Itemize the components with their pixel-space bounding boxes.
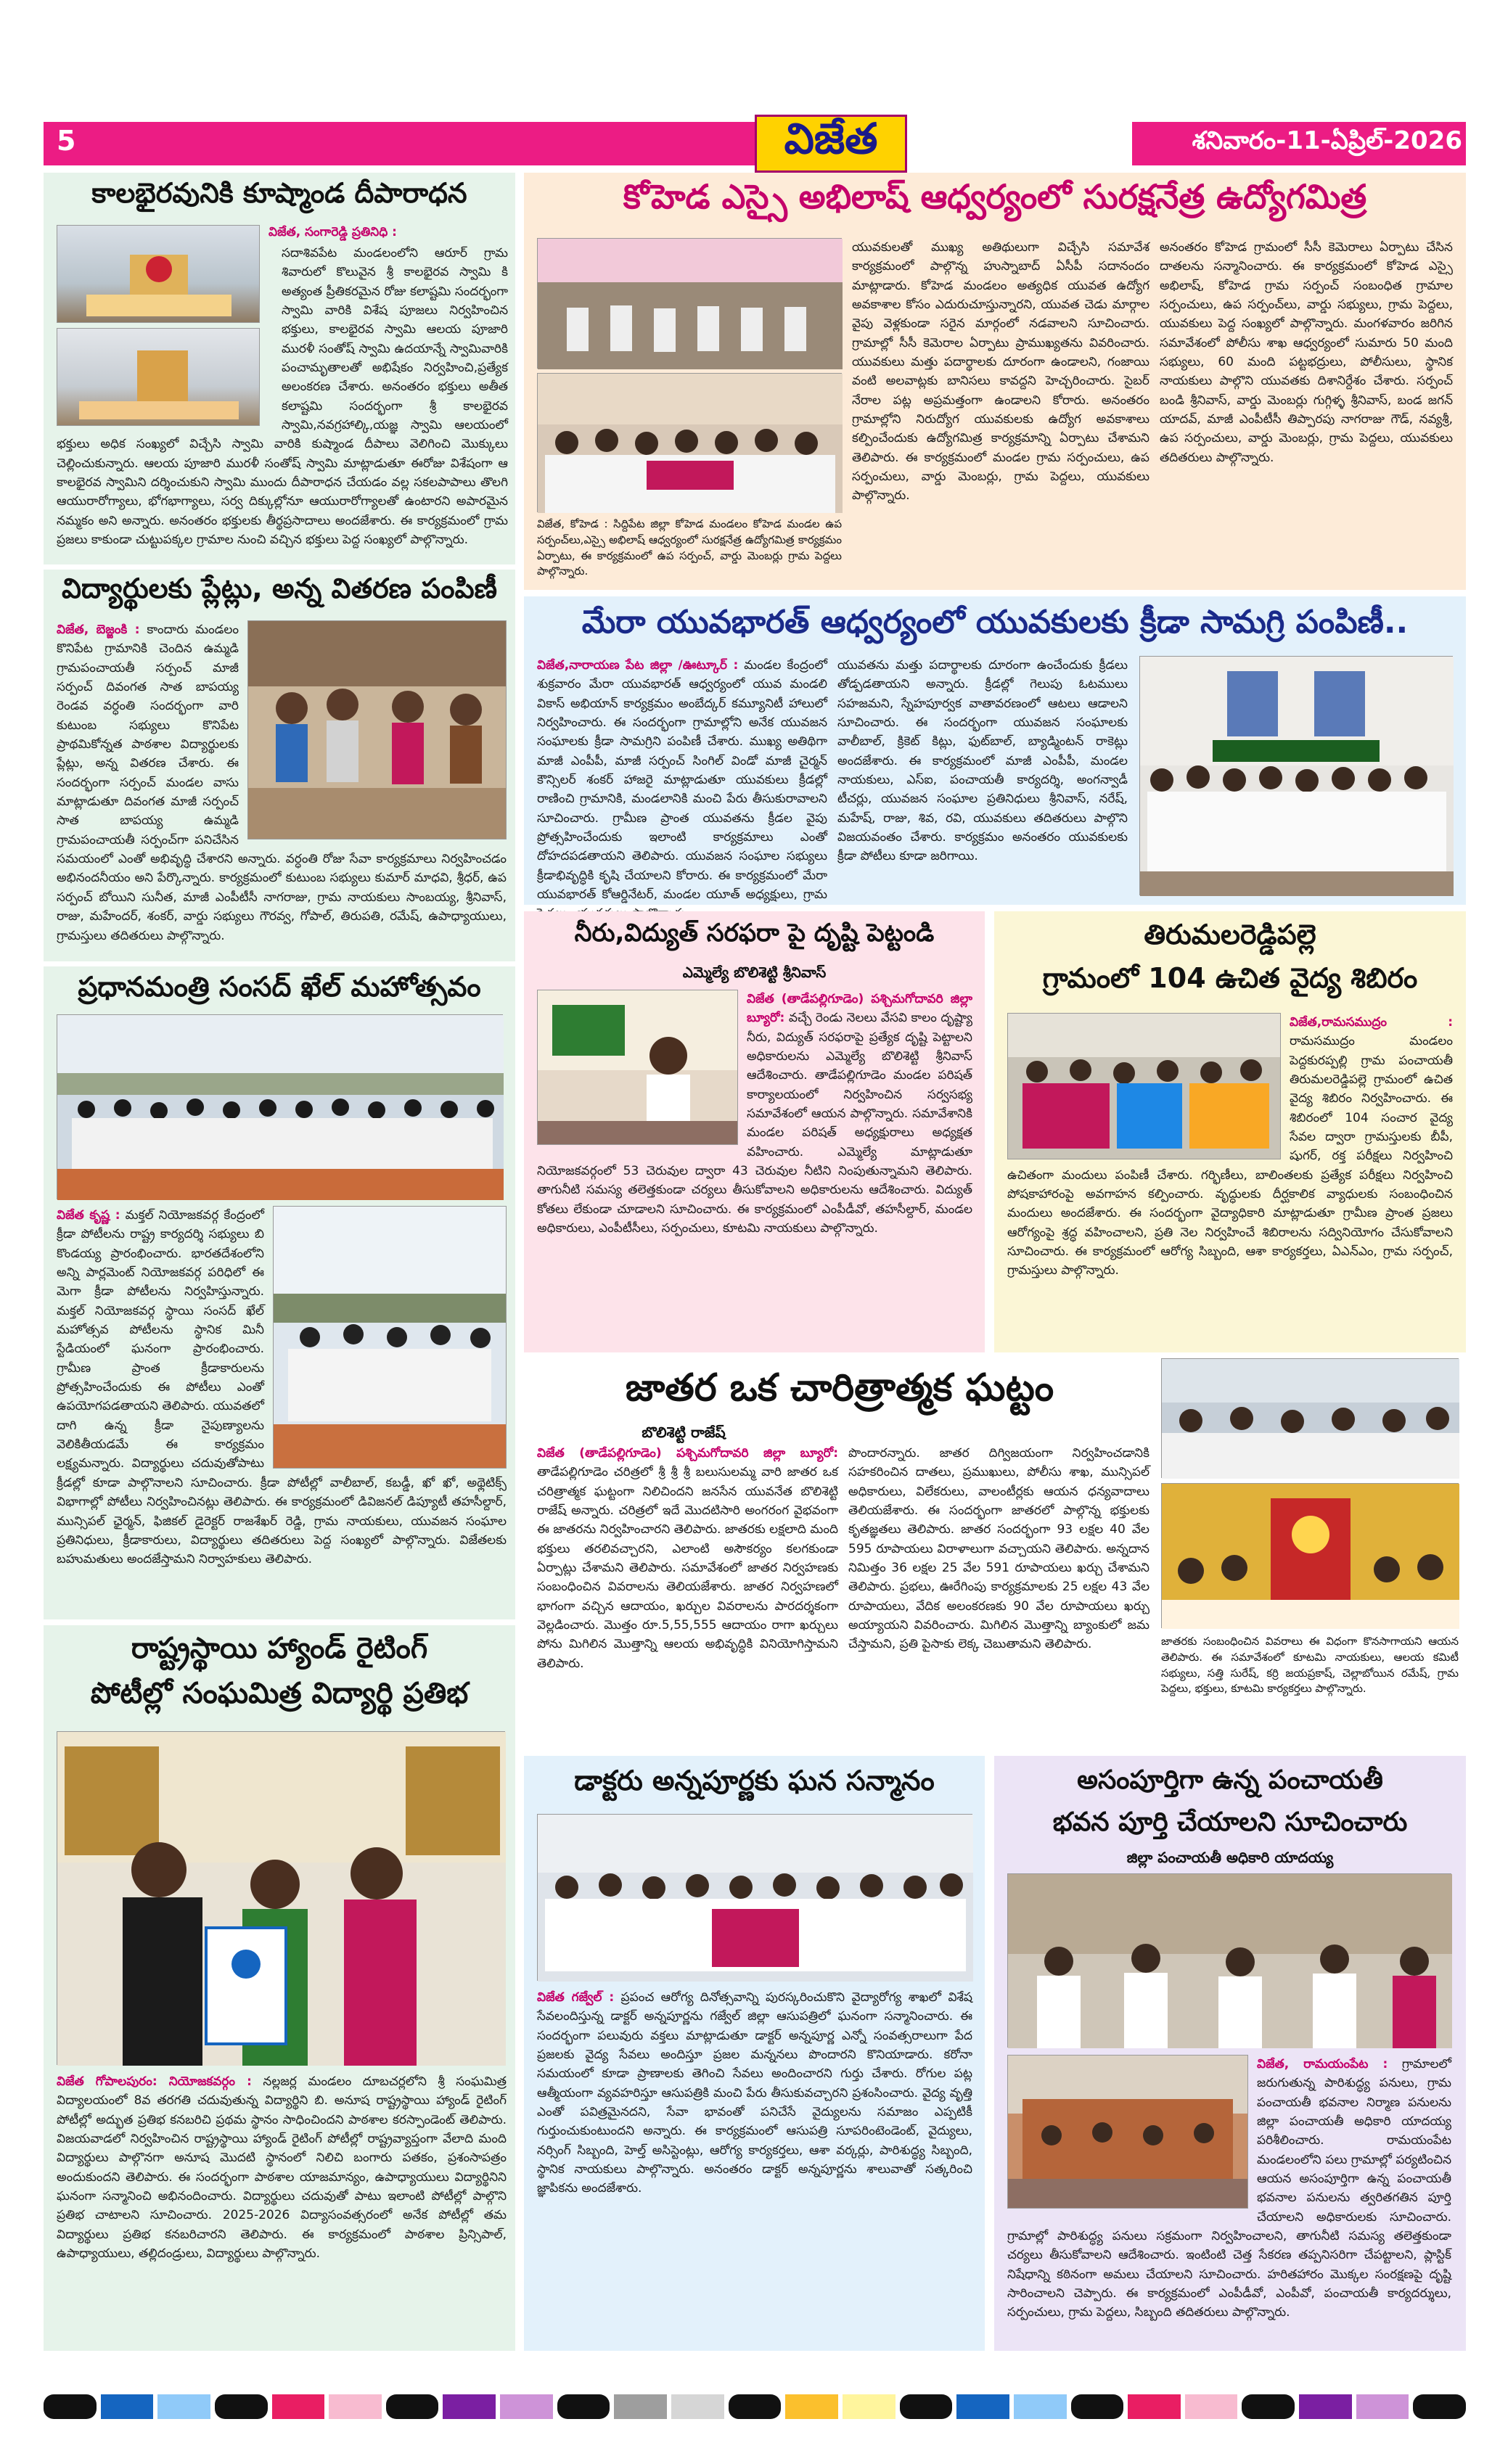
article-body-col1: యువకులతో ముఖ్య అతిథులుగా విచ్చేసి సమావేశ కార్యక్రమంలో పాల్గొన్న హుస్నాబాద్ ఏసీపీ సదానందం మాట్లాడారు. కోహెడ మండలం అత్యధిక యువత ఉద్యోగ అవకాశాల కోసం ఎదురుచూస్తున్నారని, యువత చెడు మార్గాల వైపు వెళ్లకుండా సరైన మార్గంలో నడవాలని సూచించారు. గ్రామాల్లో సీసీ కెమెరాల ఏర్పాటు ప్రాముఖ్యతను వివరించారు. యువకులు మత్తు పదార్థాలకు దూరంగా ఉండాలని, గంజాయి వంటి అలవాట్లకు బానిసలు కావద్దని హెచ్చరించారు. సైబర్ నేరాల పట్ల అప్రమత్తంగా ఉండాలని కోరారు. అనంతరం గ్రామాల్లోని నిరుద్యోగ యువకులకు ఉద్యోగ అవకాశాలు కల్పించేందుకు ఉద్యోగమిత్ర కార్యక్రమాన్ని ఏర్పాటు చేశామని తెలిపారు. ఈ కార్యక్రమంలో మండల గ్రామ సర్పంచులు, ఉప సర్పంచులు, వార్డు మెంబర్లు, గ్రామ పెద్దలు, యువకులు పాల్గొన్నారు. <box>852 240 1149 504</box>
article-dateline: విజేత, సంగారెడ్డి ప్రతినిధి : <box>269 225 397 239</box>
body-text: గ్రామాలలో జరుగుతున్న పారిశుద్ధ్య పనులు, గ్రామ పంచాయతీ భవనాల నిర్మాణ పనులను జిల్లా పంచాయతీ అధికారి యాదయ్య పరిశీలించారు. రామయంపేట మండలంలోని పలు గ్రామాల్లో పర్యటించిన ఆయన అసంపూర్తిగా ఉన్న పంచాయతీ భవనాల పనులను త్వరితగతిన పూర్తి చేయాలని అధికారులకు సూచించారు. గ్రామాల్లో పారిశుద్ధ్య పనులు సక్రమంగా నిర్వహించాలని, తాగునీటి సమస్య తలెత్తకుండా చర్యలు తీసుకోవాలని ఆదేశించారు. ఇంటింటి చెత్త సేకరణ తప్పనిసరిగా చేపట్టాలని, ప్లాస్టిక్ నిషేధాన్ని కఠినంగా అమలు చేయాలని సూచించారు. హరితహారం మొక్కల సంరక్షణపై దృష్టి సారించాలని చెప్పారు. ఈ కార్యక్రమంలో ఎంపీడీవో, ఎంపీవో, పంచాయతీ కార్యదర్శులు, సర్పంచులు, గ్రామ పెద్దలు, సిబ్బంది తదితరులు పాల్గొన్నారు. <box>1007 2057 1451 2320</box>
body-text: మక్తల్ నియోజకవర్గ కేంద్రంలో క్రీడా పోటీలను రాష్ట్ర కార్యదర్శి సభ్యులు బి కొండయ్య ప్రారంభించారు. భారతదేశంలోని అన్ని పార్లమెంట్ నియోజకవర్గ పరిధిలో ఈ మెగా క్రీడా పోటీలను నిర్వహిస్తున్నారు. మక్తల్ నియోజకవర్గ స్థాయి సంసద్ ఖేల్ మహోత్సవ పోటీలను స్థానిక మినీ స్టేడియంలో ఘనంగా ప్రారంభించారు. గ్రామీణ ప్రాంత క్రీడాకారులను ప్రోత్సహించేందుకు ఈ పోటీలు ఎంతో ఉపయోగపడతాయని తెలిపారు. యువతలో దాగి ఉన్న క్రీడా నైపుణ్యాలను వెలికితీయడమే ఈ కార్యక్రమం లక్ష్యమన్నారు. విద్యార్థులు చదువుతోపాటు క్రీడల్లో కూడా పాల్గొనాలని సూచించారు. క్రీడా పోటీల్లో వాలీబాల్, కబడ్డీ, ఖో ఖో, అథ్లెటిక్స్ విభాగాల్లో పోటీలు నిర్వహించినట్లు తెలిపారు. ఈ కార్యక్రమంలో డివిజనల్ డిప్యూటీ తహసీల్దార్, మున్సిపల్ ఛైర్మన్, ఫిజికల్ డైరెక్టర్ రాజశేఖర్ రెడ్డి, గ్రామ నాయకులు, యువజన సంఘాల ప్రతినిధులు, క్రీడాకారులు, విద్యార్థులు తదితరులు పెద్ద సంఖ్యలో పాల్గొన్నారు. విజేతలకు బహుమతులు అందజేస్తామని నిర్వాహకులు తెలిపారు. <box>57 1208 507 1567</box>
article-body-col1 <box>537 1444 838 1744</box>
yuvabharat-photo <box>1139 656 1453 895</box>
khel-photo-2 <box>273 1206 507 1469</box>
panchayat-photo-2 <box>1007 2055 1248 2209</box>
body-text: ప్రపంచ ఆరోగ్య దినోత్సవాన్ని పురస్కరించుకొని వైద్యారోగ్య శాఖలో విశేష సేవలందిస్తున్న డాక్టర్ అన్నపూర్ణను గజ్వేల్ జిల్లా ఆసుపత్రిలో ఘనంగా సన్మానించారు. ఈ సందర్భంగా పలువురు వక్తలు మాట్లాడుతూ డాక్టర్ అన్నపూర్ణ ఎన్నో సంవత్సరాలుగా పేద ప్రజలకు వైద్య సేవలు అందిస్తూ ప్రజల మన్ననలు పొందారని కొనియాడారు. కరోనా సమయంలో కూడా ప్రాణాలకు తెగించి సేవలు అందించారని గుర్తు చేశారు. రోగుల పట్ల ఆత్మీయంగా వ్యవహరిస్తూ ఆసుపత్రికి మంచి పేరు తీసుకువచ్చారని ప్రశంసించారు. వైద్య వృత్తి ఎంతో పవిత్రమైనదని, సేవా భావంతో పనిచేసే వైద్యులను సమాజం ఎప్పటికీ గుర్తుంచుకుంటుందని అన్నారు. ఈ కార్యక్రమంలో ఆసుపత్రి సూపరింటెండెంట్, వైద్యులు, నర్సింగ్ సిబ్బంది, హెల్త్ అసిస్టెంట్లు, ఆరోగ్య కార్యకర్తలు, ఆశా వర్కర్లు, పారిశుద్ధ్య సిబ్బంది, స్థానిక నాయకులు పాల్గొన్నారు. అనంతరం డాక్టర్ అన్నపూర్ణను శాలువాతో సత్కరించి జ్ఞాపికను అందజేశారు. <box>537 1990 972 2196</box>
jatara-photo-2 <box>1161 1483 1459 1628</box>
color-swatch <box>671 2394 724 2419</box>
article-dateline: విజేత, రామయంపేట : <box>1257 2057 1388 2071</box>
article-body-col2: యువతను మత్తు పదార్థాలకు దూరంగా ఉంచేందుకు క్రీడలు తోడ్పడతాయని అన్నారు. క్రీడల్లో గెలుపు ఓటములు సహజమని, స్నేహపూర్వక వాతావరణంలో ఆటలు ఆడాలని సూచించారు. ఈ సందర్భంగా యువజన సంఘాలకు వాలీబాల్, క్రికెట్ కిట్లు, ఫుట్‌బాల్, బ్యాడ్మింటన్ రాకెట్లు అందజేశారు. ఈ కార్యక్రమంలో మాజీ ఎంపీపీ, మండల నాయకులు, ఎస్‌ఐ, పంచాయతీ కార్యదర్శి, అంగన్వాడీ టీచర్లు, యువజన సంఘాల ప్రతినిధులు శ్రీనివాస్, నరేష్, మహేష్, రాజు, శివ, రవి, యువకులు తదితరులు పాల్గొని విజయవంతం చేశారు. కార్యక్రమం అనంతరం యువకులకు క్రీడా పోటీలు కూడా జరిగాయి. <box>837 658 1128 864</box>
article-dateline: విజేత గజ్వేల్ : <box>537 1990 615 2005</box>
medical-camp-photo <box>1007 1013 1281 1159</box>
article-handwriting <box>44 1625 515 2351</box>
color-swatch <box>1356 2394 1409 2419</box>
color-swatch <box>785 2394 838 2419</box>
body-text: సదాశివపేట మండలంలోని ఆరూర్ గ్రామ శివారులో కొలువైన శ్రీ కాలభైరవ స్వామి కి అత్యంత ప్రీతికరమైన రోజు కలాష్టమి సందర్భంగా స్వామి వారికి విశేష పూజలు నిర్వహించిన భక్తులు, కాలభైరవ స్వామి ఆలయ పూజారి మురళీ సంతోష్ స్వామి ఉదయాన్నే స్వామివారికి పంచామృతాలతో అభిషేకం నిర్వహించి,ప్రత్యేక అలంకరణ చేశారు. అనంతరం భక్తులు అతీత కలాష్టమి సందర్భంగా శ్రీ కాలభైరవ స్వామి,నవగ్రహాల్కి,యజ్ఞ స్వామి ఆలయంలో భక్తులు అధిక సంఖ్యలో విచ్చేసి స్వామి వారికి కుష్మాండ దీపాలు వెలిగించి మొక్కులు చెల్లించుకున్నారు. ఆలయ పూజారి మురళీ సంతోష్ స్వామి మాట్లాడుతూ ఈరోజు విశేషంగా ఆ కాలభైరవ స్వామిని దర్శించుకుని స్వామి ముందు దీపారాధన చేయడం వల్ల సకలపాపాలు తొలగి ఆయురారోగ్యాలు, భోగభాగ్యాలు, సర్వ దిక్కుల్లోనూ ఆయురారోగ్యాలతో ఉంటారని అపారమైన నమ్మకం అని అన్నారు. అనంతరం భక్తులకు తీర్థప్రసాదాలు అందజేశారు. ఈ కార్యక్రమంలో గ్రామ ప్రజలు కాకుండా చుట్టుపక్కల గ్రామాల నుంచి వచ్చిన భక్తులు పెద్ద సంఖ్యలో పాల్గొన్నారు. <box>57 246 508 548</box>
headline: కాలభైరవునికి కూష్మాండ దీపారాధన <box>91 177 467 209</box>
color-swatch <box>1071 2394 1124 2419</box>
color-swatch <box>1413 2394 1466 2419</box>
color-swatch <box>386 2394 439 2419</box>
article-dateline: విజేత, బెజ్జంకి : <box>57 623 140 637</box>
headline: విద్యార్థులకు ప్లేట్లు, అన్న వితరణ పంపిణీ <box>62 572 497 604</box>
article-plates <box>44 570 515 961</box>
body-text: మండల కేంద్రంలో శుక్రవారం మేరా యువభారత్ ఆధ్వర్యంలో యువ మండలి వికాస్ అభియాన్ కార్యక్రమం అంబేద్కర్ కమ్యూనిటీ హాలులో నిర్వహించారు. ఈ సందర్భంగా గ్రామాల్లోని అనేక యువజన సంఘాలకు క్రీడా సామగ్రిని పంపిణీ చేశారు. ముఖ్య అతిథిగా మాజీ ఎంపీపీ, మాజీ సర్పంచ్ సింగిల్ విండో మాజీ చైర్మన్ కౌన్సిలర్ శంకర్ హాజరై మాట్లాడుతూ యువకులు క్రీడల్లో రాణించి గ్రామానికి, మండలానికి మంచి పేరు తీసుకురావాలని సూచించారు. గ్రామీణ ప్రాంత యువతను క్రీడల వైపు ప్రోత్సహించేందుకు ఇలాంటి కార్యక్రమాలు ఎంతో దోహదపడతాయని తెలిపారు. యువజన సంఘాల సభ్యులు క్రీడాభివృద్ధికి కృషి చేయాలని కోరారు. ఈ కార్యక్రమంలో మేరా యువభారత్ కోఆర్డినేటర్, మండల యూత్ అధ్యక్షులు, గ్రామ <box>537 658 827 903</box>
color-swatch <box>329 2394 382 2419</box>
article-dateline: విజేత (తాడేపల్లిగూడెం) పశ్చిమగోదావరి జిల్లా బ్యూరో: <box>537 1446 838 1461</box>
article-kohada <box>524 173 1466 590</box>
body-text: తాడేపల్లిగూడెం చరిత్రలో శ్రీ శ్రీ శ్రీ బలుసులమ్మ వారి జాతర ఒక చరిత్రాత్మక ఘట్టంగా నిలిచిందని జనసేన యువనేత బొలిశెట్టి రాజేష్ అన్నారు. చరిత్రలో ఇదే మొదటిసారి అంగరంగ వైభవంగా ఈ జాతరను నిర్వహించారని తెలిపారు. జాతరకు లక్షలాది మంది భక్తులు తరలివచ్చారని, ఎలాంటి అసౌకర్యం కలగకుండా ఏర్పాట్లు చేశామని తెలిపారు. సమావేశంలో జాతర నిర్వహణకు సంబంధించిన వివరాలను తెలియజేశారు. జాతర నిర్వహణలో భాగంగా వచ్చిన ఆదాయం, ఖర్చుల వివరాలను పారదర్శకంగా వెల్లడించారు. మొత్తం రూ.5,55,555 ఆదాయం రాగా ఖర్చులు పోను మిగిలిన మొత్తాన్ని ఆలయ అభివృద్ధికి వినియోగిస్తామని తెలిపారు. <box>537 1465 838 1671</box>
article-body-col2: పొందారన్నారు. జాతర దిగ్విజయంగా నిర్వహించడానికి సహకరించిన దాతలు, ప్రముఖులు, పోలీసు శాఖ, మున్సిపల్ అధికారులు, విలేకరులు, వాలంటీర్లకు ఆయన ధన్యవాదాలు తెలియజేశారు. ఈ సందర్భంగా జాతరలో పాల్గొన్న భక్తులకు కృతజ్ఞతలు తెలిపారు. జాతర సందర్భంగా 93 లక్షల 40 వేల 595 రూపాయలు విరాళాలుగా వచ్చాయని తెలిపారు. అన్నదాన నిమిత్తం 36 లక్షల 25 వేల 591 రూపాయలు ఖర్చు చేశామని తెలిపారు. ప్రభలు, ఊరేగింపు కార్యక్రమాలకు 25 లక్షల 43 వేల రూపాయలు, వేదిక అలంకరణకు 90 వేల రూపాయలు ఖర్చు అయ్యాయని వివరించారు. మిగిలిన మొత్తాన్ని బ్యాంకులో జమ చేస్తామని, ప్రతి పైసాకు లెక్క చెబుతామని తెలిపారు. <box>848 1446 1149 1652</box>
article-kalabhairava <box>44 173 515 564</box>
page-number: 5 <box>57 125 76 157</box>
color-swatch <box>1299 2394 1352 2419</box>
headline-line-2: పోటీల్లో సంఘమిత్ర విద్యార్థి ప్రతిభ <box>90 1677 469 1710</box>
byline: ఎమ్మెల్యే బొలిశెట్టి శ్రీనివాస్ <box>682 964 827 981</box>
article-dateline: విజేత (తాడేపల్లిగూడెం) పశ్చిమగోదావరి జిల్లా బ్యూరో: <box>747 992 972 1026</box>
article-tirumala <box>994 911 1466 1352</box>
headline-line-1: తిరుమలరెడ్డిపల్లె <box>1144 919 1316 950</box>
kohada-photo-1 <box>537 238 842 369</box>
award-photo <box>57 1731 505 2065</box>
color-swatch <box>956 2394 1009 2419</box>
article-body <box>57 244 508 559</box>
article-body-col2: అనంతరం కోహెడ గ్రామంలో సీసీ కెమెరాలు ఏర్పాటు చేసిన దాతలను సన్మానించారు. ఈ కార్యక్రమంలో కోహెడ ఎస్సై అభిలాష్, కోహెడ గ్రామ సర్పంచ్ సంబంధిత గ్రామాల సర్పంచులు, ఉప సర్పంచ్‌లు, వార్డు సభ్యులు, గ్రామ పెద్దలు, యువకులు పెద్ద సంఖ్యలో పాల్గొన్నారు. మంగళవారం జరిగిన సమావేశంలో పోలీసు శాఖ ఆధ్వర్యంలో సుమారు 50 మంది సభ్యులు, 60 మంది పట్టభద్రులు, పోలీసులు, స్థానిక నాయకులు పాల్గొని యువతకు దిశానిర్దేశం చేశారు. సర్పంచ్ బండి శ్రీనివాస్, వార్డు మెంబర్లు గుగ్గిళ్ళ శ్రీనివాస్, బండ జగన్ యాదవ్, మాజీ ఎంపీటీసీ తిప్పారపు నాగరాజు గౌడ్, నవ్యశ్రీ, ఉప సర్పంచులు, వార్డు మెంబర్లు, గ్రామ పెద్దలు, యువకులు తదితరులు పాల్గొన్నారు. <box>1160 240 1453 465</box>
article-doctor <box>524 1756 985 2351</box>
color-swatch <box>101 2394 154 2419</box>
panchayat-photo-1 <box>1007 1873 1451 2048</box>
article-jatara <box>524 1358 1466 1750</box>
color-swatch <box>1128 2394 1181 2419</box>
headline: నీరు,విద్యుత్ సరఫరా పై దృష్టి పెట్టండి <box>574 919 935 948</box>
headline: డాక్టరు అన్నపూర్ణకు ఘన సన్మానం <box>574 1765 935 1796</box>
headline: మేరా యువభారత్ ఆధ్వర్యంలో యువకులకు క్రీడా సామగ్రి పంపిణీ.. <box>581 604 1409 641</box>
headline: జాతర ఒక చారిత్రాత్మక ఘట్టం <box>625 1366 1054 1410</box>
article-yuvabharat <box>524 596 1466 905</box>
color-swatch <box>900 2394 953 2419</box>
article-body-col1 <box>537 656 827 903</box>
color-swatch <box>215 2394 268 2419</box>
color-swatch <box>614 2394 667 2419</box>
body-text: కాందారు మండలం కొనిపేట గ్రామానికి చెందిన ఉమ్మడి గ్రామపంచాయతీ సర్పంచ్ మాజీ సర్పంచ్ దివంగత సాత బాపయ్య రెండవ వర్ధంతి సందర్భంగా వారి కుటుంబ సభ్యులు కొనిపేట ప్రాథమికోన్నత పాఠశాల విద్యార్థులకు ప్లేట్లు, అన్న వితరణ చేశారు. ఈ సందర్భంగా సర్పంచ్ మండల వాసు మాట్లాడుతూ దివంగత మాజీ సర్పంచ్ సాత బాపయ్య ఉమ్మడి గ్రామపంచాయతీ సర్పంచ్‌గా పనిచేసిన సమయంలో ఎంతో అభివృద్ధి చేశారని అన్నారు. వర్ధంతి రోజు సేవా కార్యక్రమాలు నిర్వహించడం అభినందనీయం అని పేర్కొన్నారు. కార్యక్రమంలో కుటుంబ సభ్యులు కుమార్ మాధవి, శ్రీధర్, ఉప సర్పంచ్ బోయిని సునీత, మాజీ ఎంపీటీసీ నాగరాజు, గ్రామ నాయకులు సాంబయ్య, శ్రీనివాస్, రాజు, మహేందర్, శంకర్, వార్డు సభ్యులు గౌరవ్వ, గోపాల్, తిరుపతి, రమేష్, ఉపాధ్యాయులు, గ్రామస్తులు తదితరులు పాల్గొన్నారు. <box>57 623 507 943</box>
body-text: వచ్చే రెండు నెలలు వేసవి కాలం దృష్ట్యా నీరు, విద్యుత్ సరఫరాపై ప్రత్యేక దృష్టి పెట్టాలని అధికారులను ఎమ్మెల్యే బొలిశెట్టి శ్రీనివాస్ ఆదేశించారు. తాడేపల్లిగూడెం మండల పరిషత్ కార్యాలయంలో నిర్వహించిన సర్వసభ్య సమావేశంలో ఆయన పాల్గొన్నారు. సమావేశానికి మండల పరిషత్ అధ్యక్షురాలు అధ్యక్షత వహించారు. ఎమ్మెల్యే మాట్లాడుతూ నియోజకవర్గంలో 53 చెరువుల ద్వారా 43 చెరువుల నీటిని నింపుతున్నామని తెలిపారు. తాగునీటి సమస్య తలెత్తకుండా చర్యలు తీసుకోవాలని అధికారులను ఆదేశించారు. విద్యుత్ కోతలు లేకుండా చూడాలని సూచించారు. ఈ కార్యక్రమంలో ఎంపీడీవో, తహసీల్దార్, మండల అధికారులు, ఎంపీటీసీలు, సర్పంచులు, కూటమి నాయకులు పాల్గొన్నారు. <box>537 1011 972 1236</box>
color-swatch <box>157 2394 210 2419</box>
body-text: నల్లజర్ల మండలం దూబచర్లలోని శ్రీ సంఘమిత్ర విద్యాలయంలో 8వ తరగతి చదువుతున్న విద్యార్థిని బి. అనూష రాష్ట్రస్థాయి హ్యాండ్ రైటింగ్ పోటీల్లో అద్భుత ప్రతిభ కనబరిచి ప్రథమ స్థానం సాధించిందని పాఠశాల కరస్పాండెంట్ తెలిపారు. విజయవాడలో నిర్వహించిన రాష్ట్రస్థాయి హ్యాండ్ రైటింగ్ పోటీల్లో రాష్ట్రవ్యాప్తంగా వేలాది మంది విద్యార్థులు పాల్గొనగా అనూష మొదటి స్థానంలో నిలిచి బంగారు పతకం, ప్రశంసాపత్రం అందుకుందని తెలిపారు. ఈ సందర్భంగా పాఠశాల యాజమాన్యం, ఉపాధ్యాయులు విద్యార్థినిని ఘనంగా సన్మానించి అభినందించారు. విద్యార్థులు చదువుతో పాటు ఇలాంటి పోటీల్లో పాల్గొని ప్రతిభ చాటాలని సూచించారు. 2025-2026 విద్యాసంవత్సరంలో అనేక పోటీల్లో తమ విద్యార్థులు ప్రతిభ కనబరిచారని తెలిపారు. ఈ కార్యక్రమంలో పాఠశాల ప్రిన్సిపాల్, ఉపాధ్యాయులు, తల్లిదండ్రులు, విద్యార్థులు పాల్గొన్నారు. <box>57 2074 507 2262</box>
article-body <box>537 1988 972 2345</box>
byline: బొలిశెట్టి రాజేష్ <box>642 1424 726 1441</box>
headline: కోహెడ ఎస్సై అభిలాష్ ఆధ్వర్యంలో సురక్షనేత్ర ఉద్యోగమిత్ర <box>623 177 1367 216</box>
masthead-bar-left <box>44 122 755 165</box>
article-body <box>57 1206 507 1612</box>
newspaper-logo: విజేత <box>755 115 907 173</box>
kohada-photo-2 <box>537 373 842 512</box>
article-dateline: విజేత,నారాయణ పేట జిల్లా /ఊట్కూర్ : <box>537 658 739 673</box>
headline-line-2: భవన పూర్తి చేయాలని సూచించారు <box>1052 1807 1408 1837</box>
jatara-photo-1 <box>1161 1358 1459 1478</box>
khel-photo <box>57 1014 503 1199</box>
color-swatch <box>500 2394 553 2419</box>
plates-photo <box>247 620 507 839</box>
color-swatch <box>1242 2394 1295 2419</box>
article-body <box>57 620 507 954</box>
color-registration-bar <box>44 2394 1466 2423</box>
color-swatch <box>557 2394 610 2419</box>
color-swatch <box>843 2394 896 2419</box>
article-body <box>537 990 972 1347</box>
body-text: రామసముద్రం మండలం పెద్దకురప్పల్లి గ్రామ పంచాయతీ తిరుమలరెడ్డిపల్లె గ్రామంలో ఉచిత వైద్య శిబిరం నిర్వహించారు. ఈ శిబిరంలో 104 సంచార వైద్య సేవల ద్వారా గ్రామస్తులకు బీపీ, షుగర్, రక్త పరీక్షలు నిర్వహించి ఉచితంగా మందులు పంపిణీ చేశారు. గర్భిణీలు, బాలింతలకు ప్రత్యేక పరీక్షలు నిర్వహించి పోషకాహారంపై అవగాహన కల్పించారు. వృద్ధులకు దీర్ఘకాలిక వ్యాధులకు సంబంధించిన మందులు అందజేశారు. ఈ సందర్భంగా వైద్యాధికారి మాట్లాడుతూ గ్రామీణ ప్రాంత ప్రజలు ఆరోగ్యంపై శ్రద్ధ వహించాలని, ప్రతి నెల నిర్వహించే శిబిరాలను సద్వినియోగం చేసుకోవాలని సూచించారు. ఈ కార్యక్రమంలో ఆరోగ్య సిబ్బంది, ఆశా కార్యకర్తలు, ఏఎన్ఎం, గ్రామ సర్పంచ్, గ్రామస్తులు పాల్గొన్నారు. <box>1007 1034 1453 1278</box>
article-water <box>524 911 985 1352</box>
color-swatch <box>729 2394 782 2419</box>
article-dateline: విజేత గోపాలపురం: నియోజకవర్గం : <box>57 2074 252 2089</box>
article-dateline: విజేత కృష్ణ : <box>57 1208 120 1223</box>
headline-line-1: అసంపూర్తిగా ఉన్న పంచాయతీ <box>1077 1765 1383 1795</box>
article-body <box>1007 1013 1453 1347</box>
water-photo <box>537 990 738 1145</box>
headline-line-2: గ్రామంలో 104 ఉచిత వైద్య శిబిరం <box>1042 962 1418 994</box>
color-swatch <box>443 2394 496 2419</box>
article-body <box>1007 2055 1451 2345</box>
byline: జిల్లా పంచాయతీ అధికారి యాదయ్య <box>1126 1849 1334 1866</box>
color-swatch <box>1014 2394 1067 2419</box>
jatara-caption: జాతరకు సంబంధించిన వివరాలు ఈ విధంగా కొనసాగాయని ఆయన తెలిపారు. ఈ సమావేశంలో కూటమి నాయకులు, ఆలయ కమిటీ సభ్యులు, సత్తి సురేష్, కర్రి జయప్రకాష్, చెల్లాబోయిన రమేష్, గ్రామ పెద్దలు, భక్తులు, కూటమి కార్యకర్తలు పాల్గొన్నారు. <box>1161 1635 1459 1696</box>
article-dateline: విజేత,రామసముద్రం : <box>1290 1015 1453 1030</box>
color-swatch <box>272 2394 325 2419</box>
issue-date: శనివారం-11-ఏప్రిల్-2026 <box>1192 126 1462 155</box>
doctor-photo <box>537 1814 972 1981</box>
color-swatch <box>44 2394 97 2419</box>
color-swatch <box>1185 2394 1238 2419</box>
article-khel <box>44 966 515 1619</box>
article-body <box>57 2072 507 2345</box>
headline-line-1: రాష్ట్రస్థాయి హ్యాండ్ రైటింగ్ <box>131 1632 428 1665</box>
kohada-caption: విజేత, కోహెడ : సిద్దిపేట జిల్లా కోహెడ మండలం కోహెడ మండల ఉప సర్పంచ్‌లు,ఎస్సై అభిలాష్ ఆధ్వర్యంలో సురక్షనేత్ర ఉద్యోగమిత్ర కార్యక్రమం ఏర్పాటు, ఈ కార్యక్రమంలో ఉప సర్పంచ్, వార్డు మెంబర్లు గ్రామ పెద్దలు పాల్గొన్నారు. <box>537 517 842 578</box>
article-panchayat <box>994 1756 1466 2351</box>
headline: ప్రధానమంత్రి సంసద్ ఖేల్ మహోత్సవం <box>78 971 481 1003</box>
